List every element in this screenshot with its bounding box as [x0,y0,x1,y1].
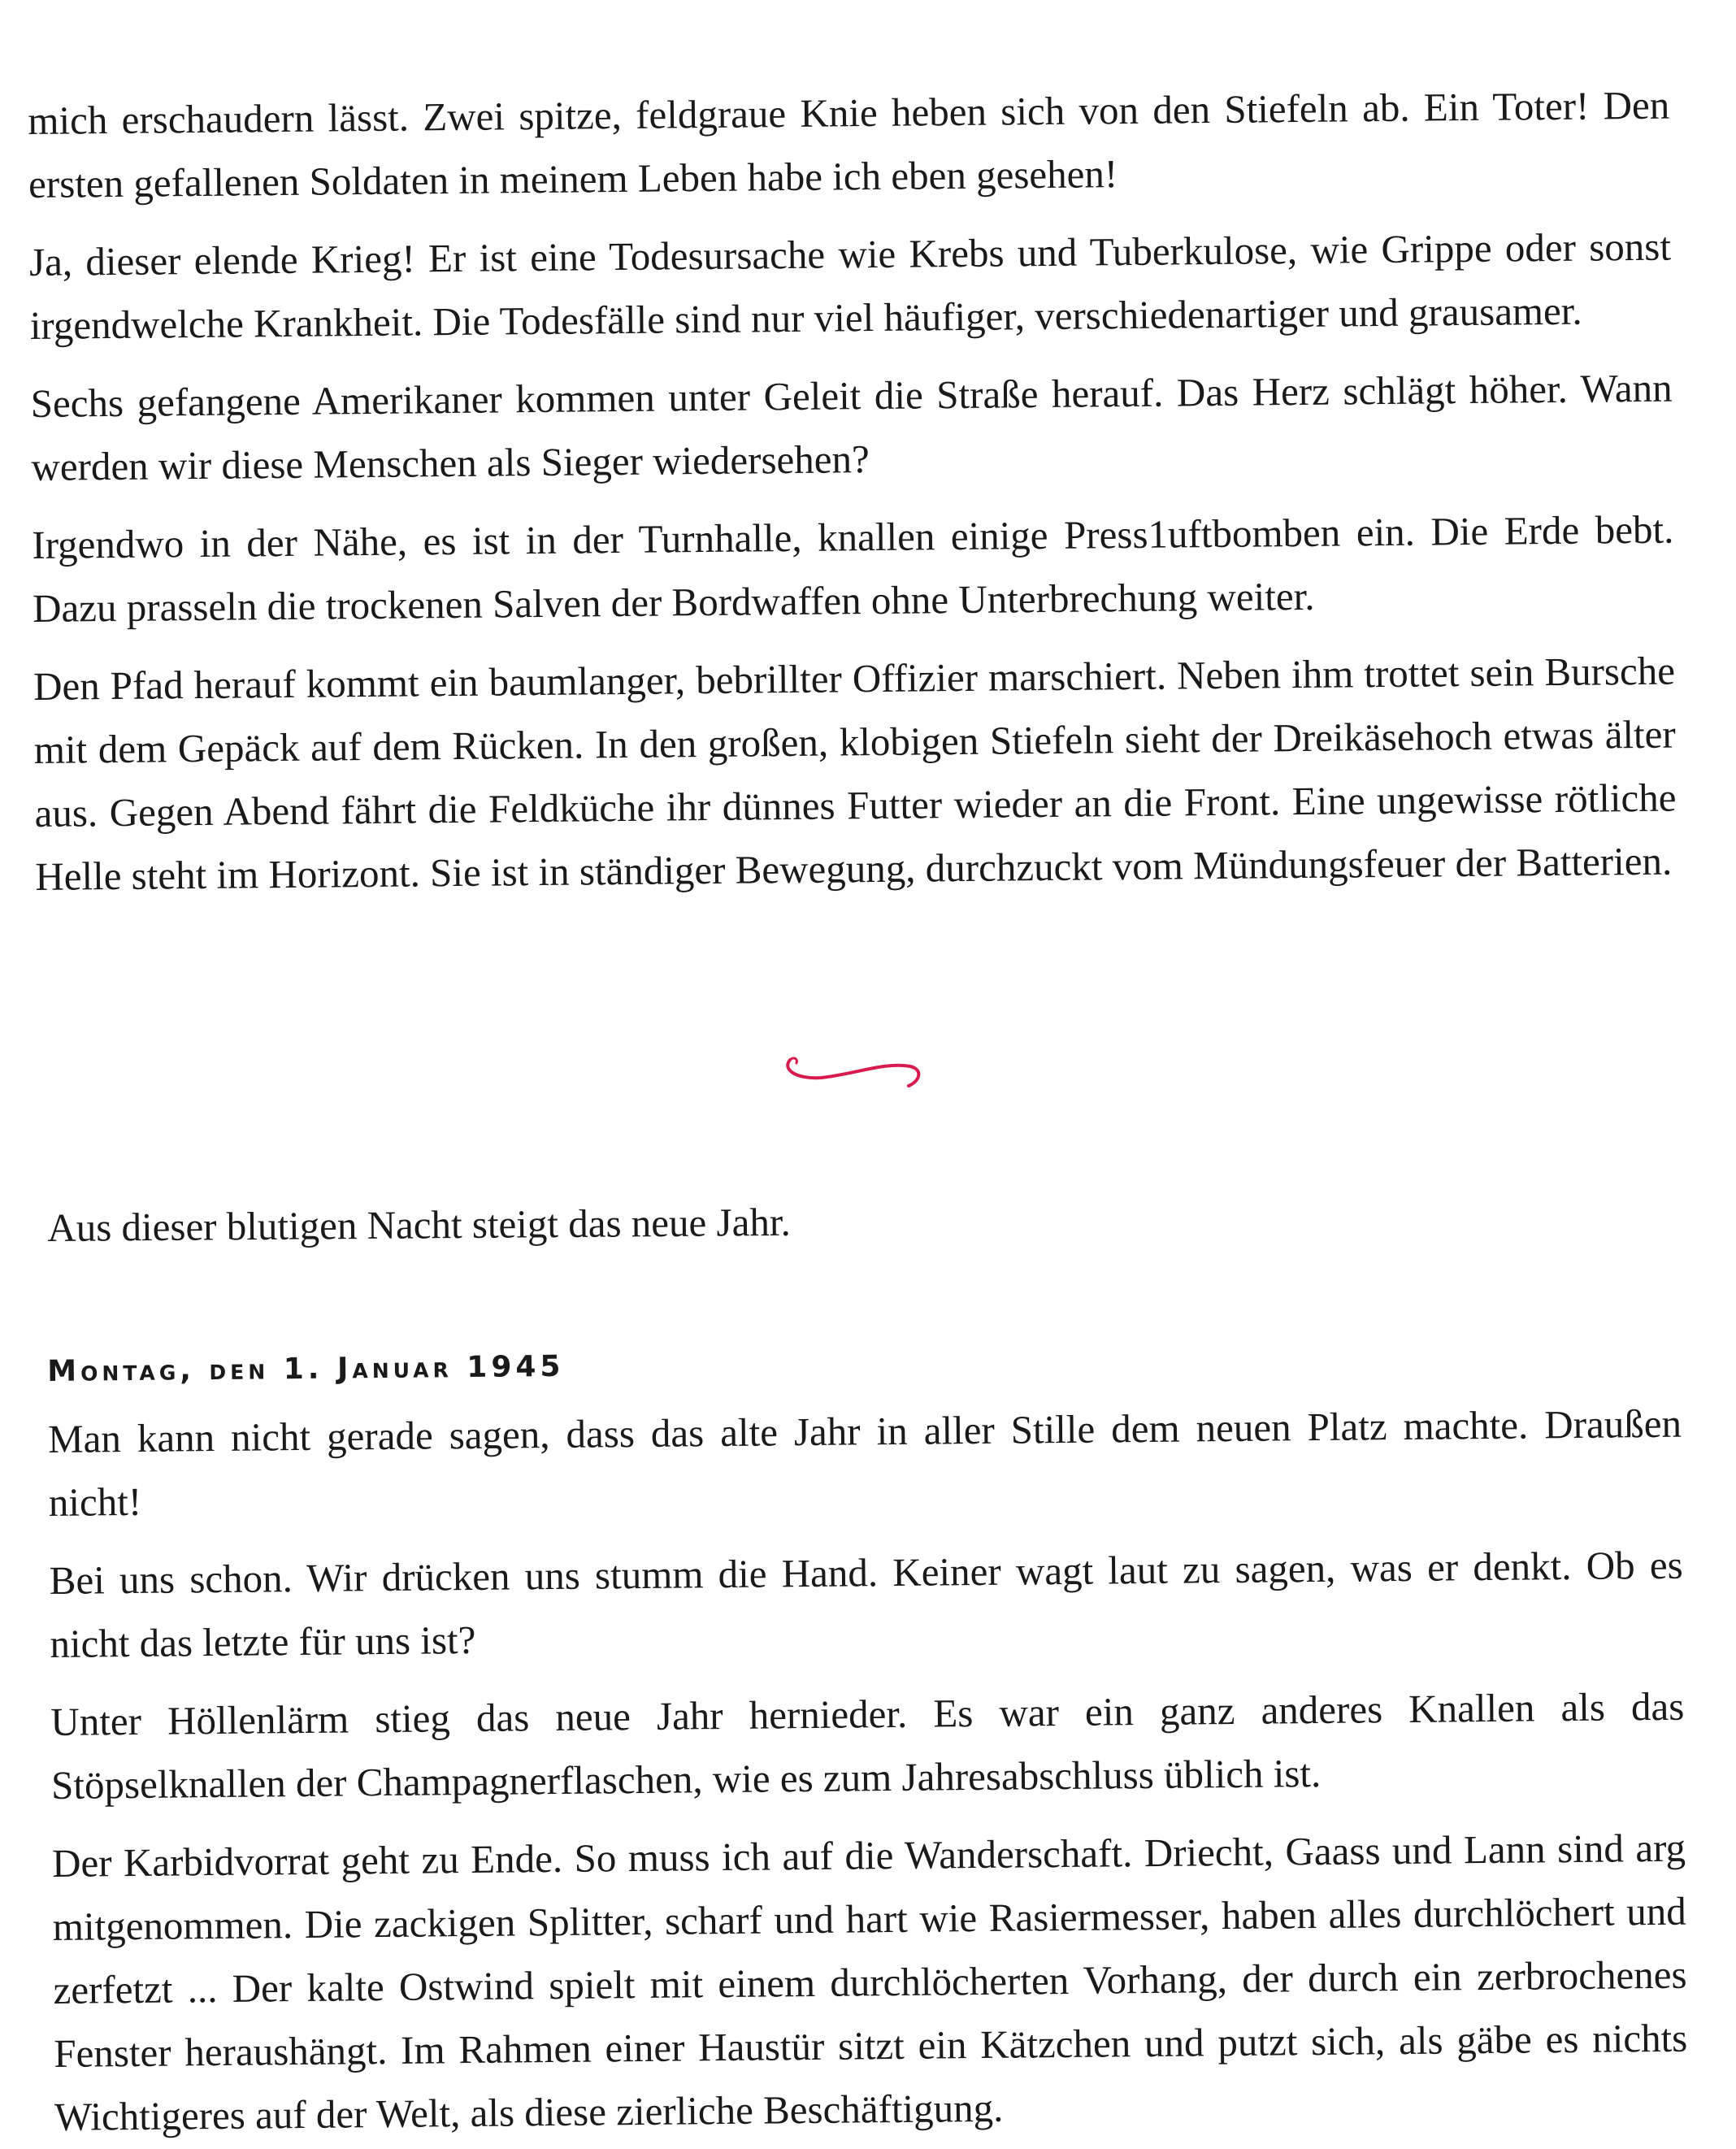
paragraph-officer-path: Den Pfad herauf kommt ein baumlanger, bebrillter Offizier marschiert. Neben ihm trottet sein Bursche mit dem Gepäck auf dem Rücken. In den großen, klobigen Stiefeln sieht der Dreikäsehoch etwas älter aus. Gegen Abend fährt die Feldküche ihr dünnes Futter wieder an die Front. Eine ungewisse rötliche Helle steht im Horizont. Sie ist in ständiger Bewegung, durchzuckt vom Mündungsfeuer der Batterien. [33,648,1677,899]
paragraph-new-year-noise: Unter Höllenlärm stieg das neue Jahr hernieder. Es war ein ganz anderes Knallen als das Stöpselknallen der Champagnerflaschen, wie es zum Jahresabschluss üblich ist. [50,1683,1685,1808]
date-heading: Montag, den 1. Januar 1945 [47,1349,565,1388]
flourish-stroke [788,1060,918,1086]
paragraph-old-year: Man kann nicht gerade sagen, dass das alte Jahr in aller Stille dem neuen Platz machte. Draußen nicht! [47,1400,1682,1525]
paragraph-air-bombs: Irgendwo in der Nähe, es ist in der Turnhalle, knallen einige Press1uftbomben ein. Die Erde bebt. Dazu prasseln die trockenen Salven der Bordwaffen ohne Unterbrechung weiter. [32,506,1674,631]
paragraph-captured-americans: Sechs gefangene Amerikaner kommen unter Geleit die Straße herauf. Das Herz schlägt höher. Wann werden wir diese Menschen als Sieger wiedersehen? [30,365,1673,489]
paragraph-war-cause-of-death: Ja, dieser elende Krieg! Er ist eine Todesursache wie Krebs und Tuberkulose, wie Grippe oder sonst irgendwelche Krankheit. Die Todesfälle sind nur viel häufiger, verschiedenartiger und grausamer. [28,224,1672,348]
flourish-ornament-icon [780,1048,927,1097]
closing-line: Aus dieser blutigen Nacht steigt das neue Jahr. [47,1199,791,1250]
paragraph-dead-soldier: mich erschaudern lässt. Zwei spitze, feldgraue Knie heben sich von den Stiefeln ab. Ein Toter! Den ersten gefallenen Soldaten in meinem Leben habe ich eben gesehen! [28,82,1670,206]
paragraph-handshake: Bei uns schon. Wir drücken uns stumm die Hand. Keiner wagt laut zu sagen, was er denkt. Ob es nicht das letzte für uns ist? [49,1542,1683,1666]
paragraph-carbide-supply: Der Karbidvorrat geht zu Ende. So muss ich auf die Wanderschaft. Driecht, Gaass und Lann sind arg mitgenommen. Die zackigen Splitter, scharf und hart wie Rasiermesser, haben alles durchlöchert und zerfetzt ... Der kalte Ostwind spielt mit einem durchlöcherten Vorhang, der durch ein zerbrochenes Fenster heraushängt. Im Rahmen einer Haustür sitzt ein Kätzchen und putzt sich, als gäbe es nichts Wichtigeres auf der Welt, als diese zierliche Beschäftigung. [51,1825,1688,2139]
bottom-text-block [47,1334,1688,2149]
top-text-block [28,74,1677,909]
